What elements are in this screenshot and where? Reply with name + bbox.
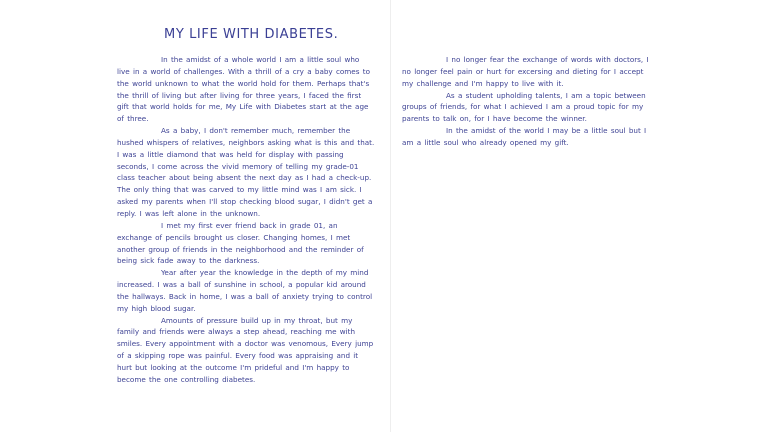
left-page — [86, 0, 390, 432]
paragraph: In the amidst of the world I may be a little soul but I am a little soul who already opened my gift. — [402, 126, 647, 147]
paragraph: Amounts of pressure build up in my throat, but my family and friends were always a step ahead, reaching me with smiles. Every appointment with a doctor was venomous, Every jump of a skipping rope was painful. Every food was appraising and it hurt but looking at the outcome I'm prideful and I'm happy to become the one controlling diabetes. — [117, 315, 374, 384]
paragraph: In the amidst of a whole world I am a little soul who live in a world of challenges. With a thrill of a cry a baby comes to the world unknown to what the world hold for them. Perhaps that's the thrill of living but after living for three years, I faced the first gift that world holds for me, My Life with Diabetes start at the age of three. — [117, 55, 370, 124]
paragraph: Year after year the knowledge in the depth of my mind increased. I was a ball of sunshine in school, a popular kid around the hallways. Back in home, I was a ball of anxiety trying to control my high blood sugar. — [117, 268, 373, 313]
paragraph: As a student upholding talents, I am a topic between groups of friends, for what I achieved I am a proud topic for my parents to talk on, for I have become the winner. — [402, 90, 646, 124]
left-column-text — [117, 54, 375, 386]
right-column-text — [402, 54, 652, 149]
paragraph: I no longer fear the exchange of words with doctors, I no longer feel pain or hurt for excersing and dieting for I accept my challenge and I'm happy to live with it. — [402, 55, 649, 88]
right-page — [394, 0, 660, 432]
essay-title: MY LIFE WITH DIABETES. — [164, 27, 339, 42]
paragraph: As a baby, I don't remember much, remember the hushed whispers of relatives, neighbors asking what is this and that. I was a little diamond that was held for display with passing seconds, I come across the vivid memory of telling my grade-01 class teacher about being absent the next day as I had a check-up. The only thing that was carved to my little mind was I am sick. I asked my parents when I'll stop checking blood sugar, I didn't get a reply. I was left alone in the unknown. — [117, 126, 375, 218]
paragraph: I met my first ever friend back in grade 01, an exchange of pencils brought us closer. Changing homes, I met another group of friends in the neighborhood and the reminder of being sick fade away to the darkness. — [117, 220, 364, 266]
